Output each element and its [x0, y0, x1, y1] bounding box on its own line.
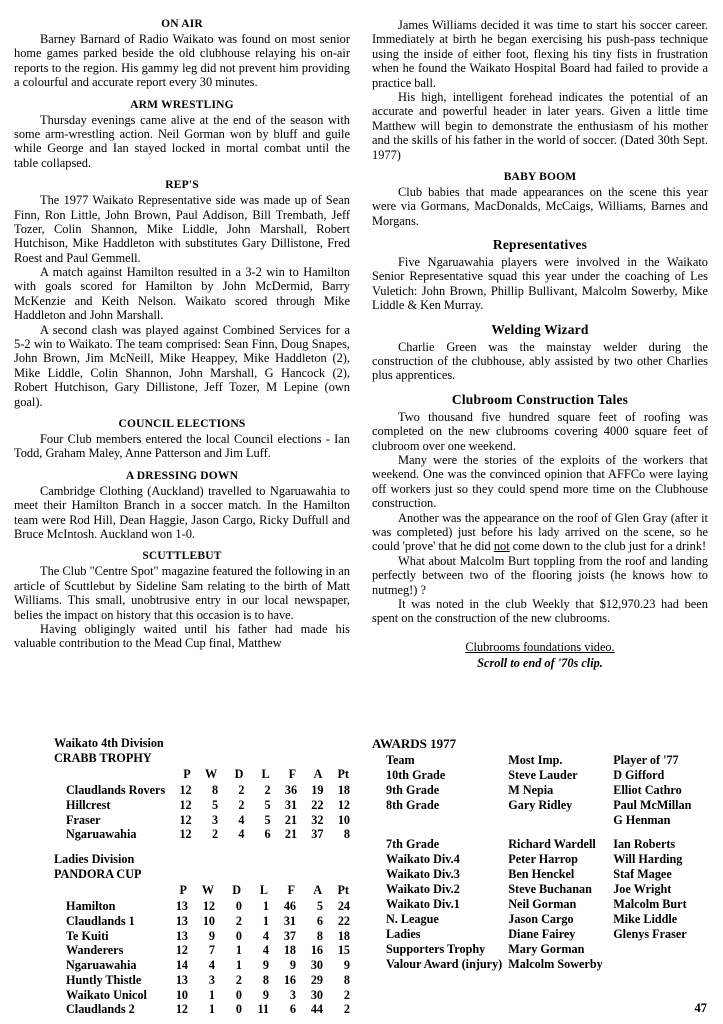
stat-cell: 29 — [310, 972, 323, 987]
stat-cell: 18 — [337, 928, 350, 943]
team-name: Huntly Thistle — [66, 972, 142, 987]
stat-cell: 30 — [310, 958, 323, 973]
award-team: Waikato Div.4 — [386, 852, 460, 866]
stat-cell: 0 — [235, 1002, 242, 1017]
article-paragraph: His high, intelligent forehead indicates the potential of an accurate and powerful header in later years. Given a little time Matthew will begin to demonstrate the enthusiasm of his mother and the skills of his father in the world of soccer. (Dated 30th Sept. 1977) — [372, 89, 708, 162]
award-team: 7th Grade — [386, 837, 440, 851]
stat-cell: 13 — [175, 899, 188, 914]
waikato-division-title: Waikato 4th Division — [54, 736, 164, 750]
player-of-year-name: D Gifford — [613, 768, 665, 782]
column-header: F — [287, 883, 295, 898]
section-heading: COUNCIL ELECTIONS — [118, 417, 246, 430]
most-improved-name: M Nepia — [508, 783, 554, 797]
pandora-cup-title: PANDORA CUP — [54, 867, 142, 882]
stat-cell: 31 — [283, 913, 296, 928]
section-heading: Clubroom Construction Tales — [451, 391, 629, 407]
player-of-year-name — [613, 957, 708, 972]
stat-cell: 9 — [262, 958, 269, 973]
article-paragraph: Thursday evenings came alive at the end of the season with some arm-wrestling action. Neil Gorman won by bluff and guile while George and Ian stayed locked in mortal combat until the table collapsed. — [14, 112, 350, 170]
stat-cell: 5 — [316, 899, 323, 914]
article-paragraph: Charlie Green was the mainstay welder during the construction of the clubhouse, ably assisted by two other Charlies plus apprentices. — [372, 339, 708, 383]
stat-cell: 5 — [212, 797, 219, 812]
tables-region — [14, 736, 709, 1017]
article-columns — [14, 18, 709, 671]
article-paragraph: What about Malcolm Burt toppling from the roof and landing perfectly between two of the flooring joists (he knows how to nutmeg!) ? — [372, 553, 708, 597]
stat-cell: 4 — [262, 943, 269, 958]
stat-cell: 10 — [202, 913, 215, 928]
right-column — [372, 18, 708, 671]
stat-cell: 4 — [238, 827, 245, 842]
section-heading: Representatives — [492, 237, 588, 253]
table-row — [14, 943, 350, 958]
table-row — [14, 958, 350, 973]
player-of-year-name — [613, 942, 708, 957]
award-team: Ladies — [386, 927, 421, 941]
column-header: Pt — [337, 883, 349, 898]
column-header: D — [232, 883, 241, 898]
stat-cell: 1 — [208, 987, 215, 1002]
stat-cell: 9 — [262, 987, 269, 1002]
stat-cell: 1 — [235, 943, 242, 958]
column-header: F — [288, 767, 297, 781]
table-row — [14, 813, 350, 828]
stat-cell: 22 — [337, 913, 350, 928]
awards-table — [372, 753, 708, 972]
stat-cell: 24 — [337, 899, 350, 914]
player-of-year-name: Mike Liddle — [613, 912, 678, 926]
stat-cell: 12 — [179, 797, 192, 812]
award-team: 10th Grade — [386, 768, 446, 782]
stat-cell: 6 — [289, 1002, 296, 1017]
crabb-trophy-table — [14, 766, 350, 842]
stat-cell: 4 — [208, 958, 215, 973]
team-name: Hillcrest — [66, 797, 111, 812]
table-row — [372, 927, 708, 942]
section-heading: REP'S — [165, 179, 199, 192]
stat-cell: 21 — [284, 812, 298, 827]
stat-cell: 12 — [202, 899, 215, 914]
stat-cell: 6 — [264, 827, 271, 842]
award-team: Waikato Div.1 — [386, 897, 460, 911]
table-row — [372, 852, 708, 867]
column-header: A — [313, 883, 322, 898]
player-of-year-name: Elliot Cathro — [613, 783, 682, 797]
table-row — [14, 914, 350, 929]
stat-cell: 8 — [316, 928, 323, 943]
section-heading: SCUTTLEBUT — [142, 550, 222, 563]
column-header: Player of '77 — [613, 753, 679, 767]
stat-cell: 46 — [283, 899, 296, 914]
article-paragraph: A second clash was played against Combined Services for a 5-2 win to Waikato. The team comprised: Sean Finn, Doug Snapes, John Brown, Jim McNeill, Mike Heappey, Mike Haddleton (2), Mike Liddle, Colin Shannon, John Marshall, G Hancock (2), Robert Hutchison, Gary Dillistone, Jeff Tozer, M Lepine (own goal). — [14, 322, 350, 409]
most-improved-name — [508, 813, 613, 828]
column-header: A — [313, 767, 323, 781]
stat-cell: 2 — [264, 783, 271, 797]
stat-cell: 15 — [337, 943, 350, 958]
awards-title: AWARDS 1977 — [372, 736, 457, 751]
stat-cell: 2 — [238, 783, 245, 797]
player-of-year-name: Ian Roberts — [613, 837, 676, 851]
stat-cell: 12 — [337, 797, 350, 812]
player-of-year-name: Glenys Fraser — [613, 927, 687, 941]
article-paragraph: It was noted in the club Weekly that $12,970.23 had been spent on the construction of the new clubrooms. — [372, 596, 708, 626]
stat-cell: 11 — [257, 1002, 269, 1017]
table-header-row — [14, 882, 350, 899]
stat-cell: 31 — [284, 797, 298, 812]
article-paragraph: Club babies that made appearances on the scene this year were via Gormans, MacDonalds, McCaigs, Williams, Barnes and Morgans. — [372, 184, 708, 228]
article-paragraph: The 1977 Waikato Representative side was made up of Sean Finn, Ron Little, John Brown, Paul Addison, Bill Trembath, Jeff Tozer, Colin Shannon, Mike Liddle, John Marshall, Robert Hutchison, Mike Haddleton with substitutes Gary Dillistone, Fred Roest and Paul Gemmell. — [14, 193, 350, 265]
award-team: 8th Grade — [386, 798, 440, 812]
most-improved-name: Mary Gorman — [508, 942, 585, 956]
stat-cell: 32 — [311, 812, 324, 827]
article-paragraph: Barney Barnard of Radio Waikato was found on most senior home games parked beside the old clubhouse relaying his on-air reports to the region. His gammy leg did not prevent him providing a colourful and accurate report every 30 minutes. — [14, 32, 350, 90]
article-paragraph: James Williams decided it was time to start his soccer career. Immediately at birth he began exercising his push-pass technique using the inside of either foot, flexing his tiny fists in frustration when he found the Waikato Hospital Board had failed to provide a practice ball. — [372, 18, 708, 90]
table-row — [14, 929, 350, 944]
stat-cell: 0 — [235, 987, 242, 1002]
table-row — [372, 813, 708, 828]
stat-cell: 5 — [264, 812, 271, 827]
stat-cell: 13 — [175, 913, 188, 928]
table-row — [14, 798, 350, 813]
stat-cell: 3 — [208, 972, 215, 987]
award-team: Waikato Div.2 — [386, 882, 460, 896]
table-row — [14, 973, 350, 988]
player-of-year-name: G Henman — [613, 813, 671, 827]
section-heading: BABY BOOM — [503, 170, 577, 183]
stat-cell: 0 — [235, 928, 242, 943]
stat-cell: 3 — [212, 812, 219, 827]
stat-cell: 4 — [238, 812, 245, 827]
stat-cell: 4 — [262, 928, 269, 943]
section-heading: Welding Wizard — [491, 321, 589, 337]
article-paragraph: Another was the appearance on the roof of Glen Gray (after it was completed) just before his lady arrived on the scene, so he could 'prove' that he did not come down to the club just for a drink! — [372, 510, 708, 554]
stat-cell: 12 — [179, 783, 192, 797]
stat-cell: 16 — [283, 972, 296, 987]
stat-cell: 12 — [179, 812, 192, 827]
stat-cell: 6 — [316, 913, 323, 928]
stat-cell: 12 — [175, 943, 188, 958]
table-row — [372, 912, 708, 927]
award-team: N. League — [386, 912, 439, 926]
standings-column — [14, 736, 350, 1017]
table-row — [372, 768, 708, 783]
table-row — [372, 867, 708, 882]
stat-cell: 1 — [262, 899, 269, 914]
column-header: Most Imp. — [508, 753, 563, 767]
article-paragraph: Many were the stories of the exploits of the workers that weekend. One was the convinced opinion that AFFCo were laying off workers just so they could spend more time on the Clubhouse construction. — [372, 452, 708, 511]
article-paragraph: Having obligingly waited until his father had made his valuable contribution to the Mead Cup final, Matthew — [14, 621, 350, 651]
table-row — [14, 988, 350, 1003]
stat-cell: 8 — [343, 972, 350, 987]
pandora-cup-table — [14, 882, 350, 1017]
most-improved-name: Peter Harrop — [508, 852, 578, 866]
team-name: Hamilton — [66, 899, 116, 914]
player-of-year-name: Will Harding — [613, 852, 683, 866]
stat-cell: 13 — [175, 928, 188, 943]
team-name: Claudlands 2 — [66, 1002, 135, 1017]
stat-cell: 8 — [262, 972, 269, 987]
team-name: Claudlands Rovers — [66, 783, 166, 797]
most-improved-name: Steve Lauder — [508, 768, 578, 782]
table-row — [372, 837, 708, 852]
stat-cell: 36 — [284, 783, 298, 797]
team-name: Wanderers — [66, 943, 124, 958]
team-name: Claudlands 1 — [66, 913, 135, 928]
most-improved-name: Steve Buchanan — [508, 882, 592, 896]
table-spacer-row — [372, 828, 708, 837]
table-row — [372, 783, 708, 798]
table-header-row — [14, 766, 350, 783]
stat-cell: 16 — [310, 943, 323, 958]
table-row — [372, 897, 708, 912]
most-improved-name: Malcolm Sowerby — [508, 957, 603, 971]
stat-cell: 19 — [311, 783, 324, 797]
team-name: Fraser — [66, 812, 101, 827]
ladies-division-title: Ladies Division — [54, 852, 135, 867]
column-header: Pt — [337, 767, 349, 781]
article-paragraph: Cambridge Clothing (Auckland) travelled to Ngaruawahia to meet their Hamilton Branch in a soccer match. In the Hamilton team were Rod Hill, Dean Haggie, Jason Cargo, Ricky Duffull and Bruce McIntosh. Auckland won 1-0. — [14, 483, 350, 541]
stat-cell: 9 — [208, 928, 215, 943]
most-improved-name: Diane Fairey — [508, 927, 576, 941]
section-heading: A DRESSING DOWN — [125, 469, 239, 482]
player-of-year-name: Joe Wright — [613, 882, 672, 896]
stat-cell: 21 — [284, 827, 298, 842]
stat-cell: 14 — [175, 958, 188, 973]
stat-cell: 3 — [289, 987, 296, 1002]
stat-cell: 2 — [238, 797, 245, 812]
award-team: Supporters Trophy — [386, 942, 486, 956]
stat-cell: 2 — [212, 827, 219, 842]
article-paragraph: A match against Hamilton resulted in a 3-2 win to Hamilton with goals scored for Hamilton by John McDermid, Barry McKenzie and Keith Nelson. Waikato scored through Mike Haddleton and John Marshall. — [14, 265, 350, 323]
stat-cell: 37 — [311, 827, 324, 842]
stat-cell: 22 — [311, 797, 324, 812]
column-header: L — [259, 883, 268, 898]
column-header: Team — [386, 753, 415, 767]
table-row — [372, 882, 708, 897]
stat-cell: 1 — [208, 1002, 215, 1017]
team-name: Waikato Unicol — [66, 987, 147, 1002]
stat-cell: 1 — [262, 913, 269, 928]
stat-cell: 18 — [337, 783, 350, 797]
clubrooms-video-caption: Scroll to end of '70s clip. — [477, 655, 603, 670]
team-name: Ngaruawahia — [66, 827, 137, 842]
stat-cell: 1 — [235, 958, 242, 973]
stat-cell: 12 — [175, 1002, 188, 1017]
awards-column — [372, 736, 708, 1017]
stat-cell: 37 — [283, 928, 296, 943]
stat-cell: 5 — [264, 797, 271, 812]
stat-cell: 44 — [310, 1002, 323, 1017]
table-row — [372, 957, 708, 972]
stat-cell: 10 — [337, 812, 350, 827]
stat-cell: 9 — [289, 958, 296, 973]
column-header: L — [261, 767, 270, 781]
article-paragraph: Two thousand five hundred square feet of roofing was completed on the new clubrooms covering 4000 square feet of clubroom over one weekend. — [372, 409, 708, 453]
award-team: Waikato Div.3 — [386, 867, 460, 881]
stat-cell: 8 — [212, 783, 219, 797]
section-heading: ON AIR — [161, 18, 203, 30]
most-improved-name: Ben Henckel — [508, 867, 575, 881]
left-column — [14, 18, 350, 671]
article-paragraph: Five Ngaruawahia players were involved in the Waikato Senior Representative squad this year under the coaching of Les Vuletich: John Brown, Phillip Bullivant, Malcolm Sowerby, Mike Liddle & Ken Murray. — [372, 255, 708, 313]
team-name: Ngaruawahia — [66, 958, 137, 973]
stat-cell: 10 — [175, 987, 188, 1002]
team-name: Te Kuiti — [66, 928, 109, 943]
stat-cell: 0 — [235, 899, 242, 914]
column-header: D — [234, 767, 244, 781]
table-row — [372, 798, 708, 813]
clubrooms-video-link[interactable]: Clubrooms foundations video. — [465, 639, 615, 654]
column-header: W — [204, 767, 218, 781]
player-of-year-name: Paul McMillan — [613, 798, 692, 812]
stat-cell: 13 — [175, 972, 188, 987]
stat-cell: 2 — [343, 987, 350, 1002]
award-team — [372, 813, 508, 828]
column-header: P — [179, 883, 187, 898]
section-heading: ARM WRESTLING — [130, 98, 234, 111]
player-of-year-name: Malcolm Burt — [613, 897, 687, 911]
table-row — [372, 942, 708, 957]
stat-cell: 18 — [283, 943, 296, 958]
award-team: 9th Grade — [386, 783, 440, 797]
column-header: P — [183, 767, 191, 781]
page-number: 47 — [694, 1001, 707, 1015]
article-paragraph: The Club "Centre Spot" magazine featured the following in an article of Scuttlebut by Sideline Sam relating to the birth of Matt Williams. This small, unobtrusive entry in our local newspaper, belies the impact on history that this occasion is to have. — [14, 564, 350, 622]
player-of-year-name: Staf Magee — [613, 867, 672, 881]
table-row — [14, 827, 350, 842]
column-header: W — [201, 883, 214, 898]
table-row — [14, 899, 350, 914]
stat-cell: 2 — [235, 972, 242, 987]
stat-cell: 30 — [310, 987, 323, 1002]
most-improved-name: Richard Wardell — [508, 837, 596, 851]
most-improved-name: Neil Gorman — [508, 897, 577, 911]
most-improved-name: Jason Cargo — [508, 912, 574, 926]
stat-cell: 12 — [179, 827, 192, 842]
stat-cell: 9 — [343, 958, 350, 973]
crabb-trophy-title: CRABB TROPHY — [54, 751, 152, 765]
table-header-row — [372, 753, 708, 768]
article-paragraph: Four Club members entered the local Council elections - Ian Todd, Graham Maley, Anne Patterson and Jim Luff. — [14, 431, 350, 461]
table-row — [14, 1002, 350, 1017]
stat-cell: 2 — [343, 1002, 350, 1017]
stat-cell: 2 — [235, 913, 242, 928]
award-team: Valour Award (injury) — [386, 957, 503, 971]
most-improved-name: Gary Ridley — [508, 798, 573, 812]
stat-cell: 7 — [208, 943, 215, 958]
table-row — [14, 783, 350, 798]
stat-cell: 8 — [343, 827, 350, 842]
